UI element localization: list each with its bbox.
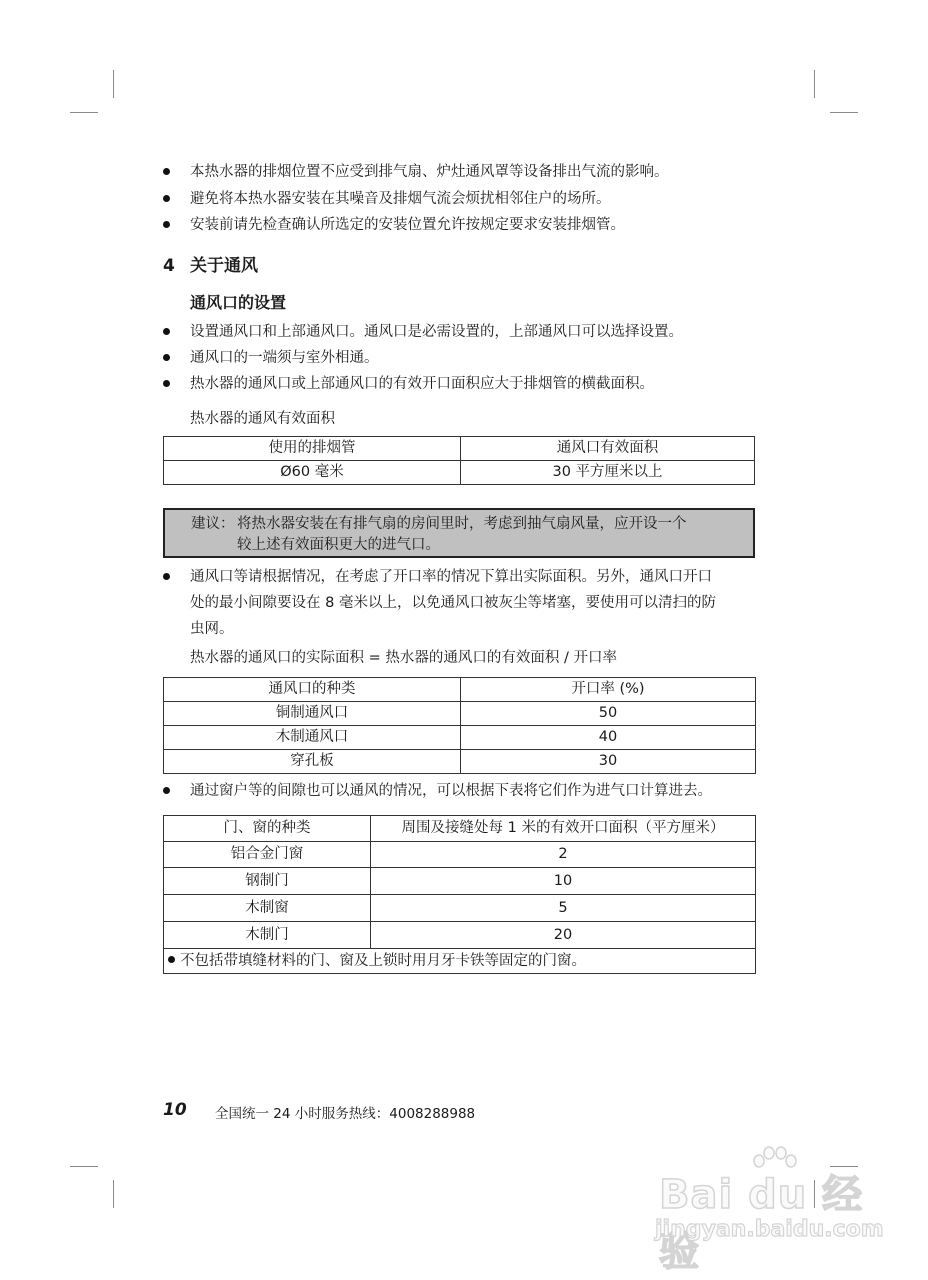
table-cell: Ø60 毫米 [164, 461, 461, 485]
page-number: 10 [163, 1100, 187, 1120]
table-row [164, 842, 756, 868]
formula-text: 热水器的通风口的实际面积 = 热水器的通风口的有效面积 / 开口率 [190, 650, 617, 666]
opening-rate-paragraph [190, 564, 760, 642]
crop-mark-top-left-v [113, 70, 114, 98]
table-cell: 木制门 [164, 922, 371, 949]
table-row [164, 461, 755, 485]
bullet-icon [163, 380, 170, 387]
table-cell: 50 [461, 702, 756, 726]
section-title: 关于通风 [190, 256, 258, 276]
table-cell: 铜制通风口 [164, 702, 461, 726]
bullet-icon [163, 195, 170, 202]
table-row [164, 750, 756, 774]
table-row [164, 922, 756, 949]
table-row [164, 702, 756, 726]
table-header-cell: 通风口有效面积 [461, 437, 755, 461]
crop-mark-top-right-h [830, 112, 858, 113]
bullet-icon [163, 168, 170, 175]
table-header-cell: 通风口的种类 [164, 678, 461, 702]
crop-mark-bottom-left-h [70, 1166, 98, 1167]
table-cell: 钢制门 [164, 868, 371, 895]
section-heading [163, 255, 258, 277]
table-cell: 铝合金门窗 [164, 842, 371, 868]
bullet-icon [163, 354, 170, 361]
bullet-icon [163, 573, 170, 580]
advice-box [163, 508, 755, 558]
table-header-cell: 门、窗的种类 [164, 816, 371, 842]
table-cell: 20 [371, 922, 756, 949]
table-row [164, 726, 756, 750]
table-row [164, 868, 756, 895]
table-cell: 穿孔板 [164, 750, 461, 774]
table-cell: 2 [371, 842, 756, 868]
bullet-icon [163, 328, 170, 335]
advice-text-line1: 将热水器安装在有排气扇的房间里时，考虑到抽气扇风量，应开设一个 [237, 516, 687, 532]
crop-mark-top-left-h [70, 112, 98, 113]
bullet-icon [163, 787, 170, 794]
table-header-row [164, 678, 756, 702]
table-note-cell [164, 949, 756, 974]
service-hotline: 全国统一 24 小时服务热线：4008288988 [215, 1106, 476, 1122]
table-header-cell: 使用的排烟管 [164, 437, 461, 461]
watermark-brand: Bai du 经验 [659, 1172, 864, 1275]
table-header-cell: 周围及接缝处每 1 米的有效开口面积（平方厘米） [371, 816, 756, 842]
ventilation-area-table [163, 436, 755, 485]
table-row [164, 895, 756, 922]
bullet-icon [168, 956, 175, 963]
advice-label: 建议： [191, 516, 235, 532]
advice-text-line2: 较上述有效面积更大的进气口。 [237, 537, 440, 553]
table-note-row [164, 949, 756, 974]
table-cell: 30 平方厘米以上 [461, 461, 755, 485]
section-number: 4 [163, 256, 175, 276]
subsection-heading: 通风口的设置 [190, 293, 287, 312]
paragraph-line: 通风口等请根据情况，在考虑了开口率的情况下算出实际面积。另外，通风口开口 [190, 569, 712, 585]
table-cell: 40 [461, 726, 756, 750]
bullet-icon [163, 221, 170, 228]
table-cell: 5 [371, 895, 756, 922]
paragraph-line: 虫网。 [190, 621, 234, 637]
table-cell: 30 [461, 750, 756, 774]
opening-rate-table [163, 677, 756, 774]
crop-mark-bottom-left-v [113, 1180, 114, 1208]
door-window-table [163, 815, 756, 974]
baidu-watermark [655, 1145, 895, 1275]
table1-caption: 热水器的通风有效面积 [190, 411, 335, 427]
watermark-url: jingyan.baidu.com [655, 1217, 884, 1242]
crop-mark-top-right-v [814, 70, 815, 98]
table-note-text: 不包括带填缝材料的门、窗及上锁时用月牙卡铁等固定的门窗。 [180, 952, 586, 969]
table-header-row [164, 816, 756, 842]
table-cell: 木制窗 [164, 895, 371, 922]
table-header-row [164, 437, 755, 461]
table-header-cell: 开口率 (%) [461, 678, 756, 702]
table-cell: 10 [371, 868, 756, 895]
table-cell: 木制通风口 [164, 726, 461, 750]
paragraph-line: 处的最小间隙要设在 8 毫米以上，以免通风口被灰尘等堵塞，要使用可以清扫的防 [190, 595, 716, 611]
